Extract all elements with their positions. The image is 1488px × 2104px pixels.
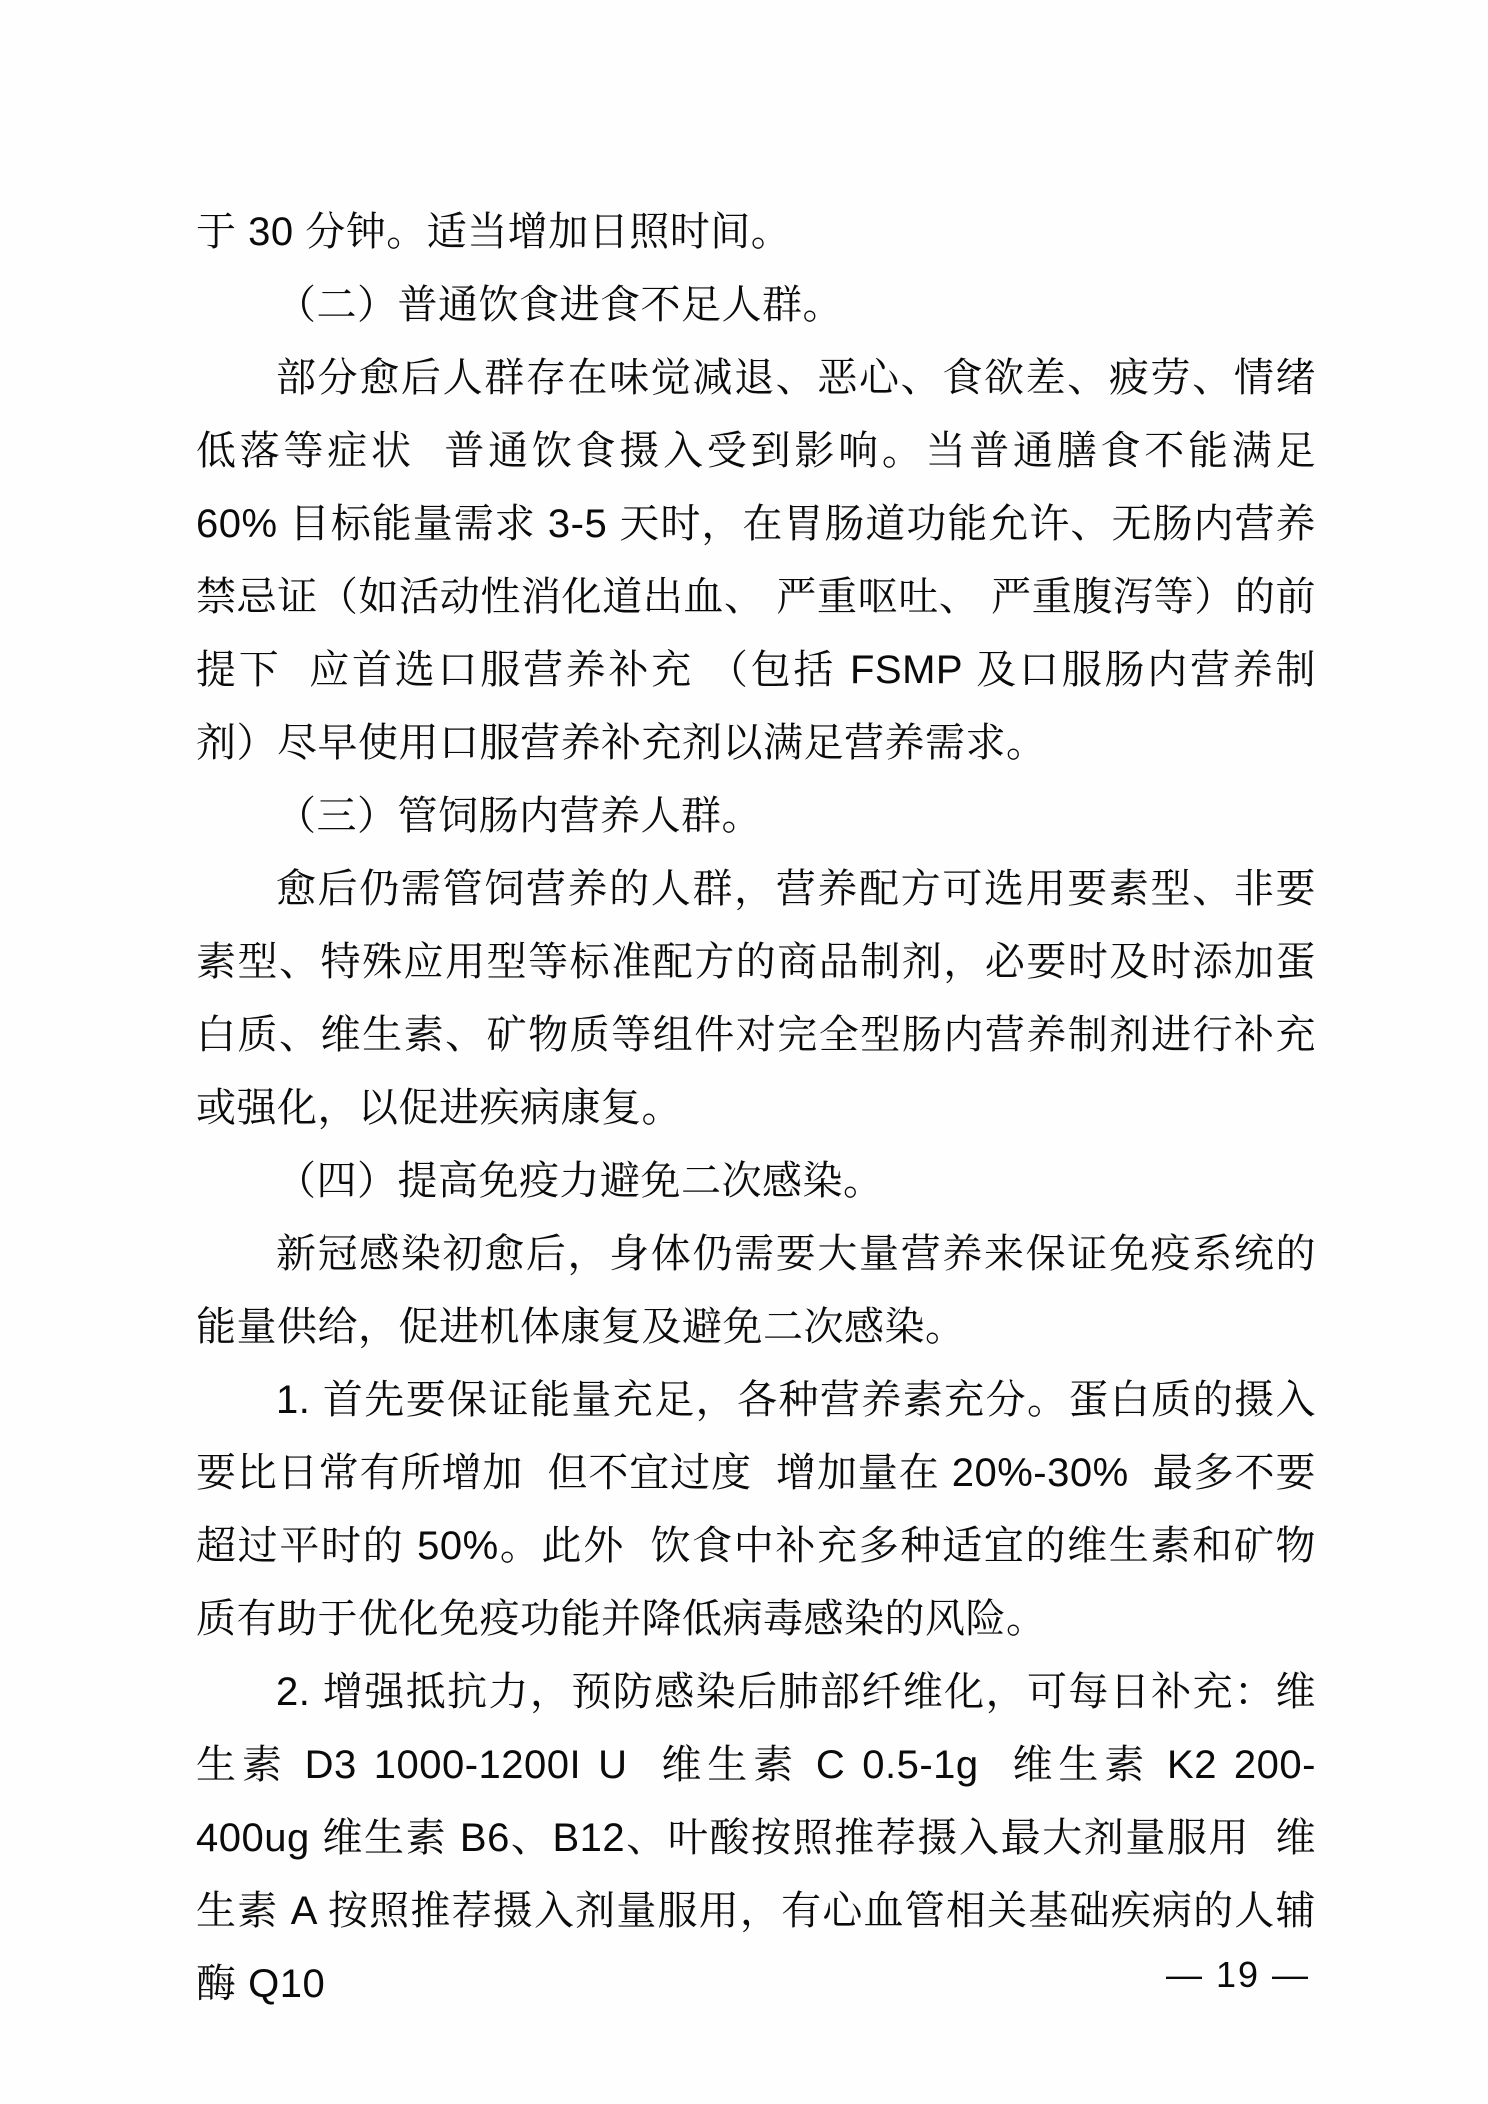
paragraph: 新冠感染初愈后，身体仍需要大量营养来保证免疫系统的能量供给，促进机体康复及避免二次感染。 <box>196 1232 1316 1349</box>
paragraph: 于 30 分钟。适当增加日照时间。 <box>196 210 792 254</box>
paragraph-list-item-2: 2. 增强抵抗力，预防感染后肺部纤维化，可每日补充：维生素 D3 1000-1200I U 维生素 C 0.5-1g 维生素 K2 200-400ug 维生素 B6、B12、叶酸按照推荐摄入最大剂量服用 维生素 A 按照推荐摄入剂量服用，有心血管相关基础疾病的人辅酶 Q10 <box>196 1670 1316 2006</box>
paragraph-section-heading-3: （三）管饲肠内营养人群。 <box>276 794 762 838</box>
paragraph-section-heading-4: （四）提高免疫力避免二次感染。 <box>276 1159 884 1203</box>
paragraph-list-item-1: 1. 首先要保证能量充足，各种营养素充分。蛋白质的摄入要比日常有所增加 但不宜过度 增加量在 20%-30% 最多不要超过平时的 50%。此外 饮食中补充多种适宜的维生素和矿物质有助于优化免疫功能并降低病毒感染的风险。 <box>196 1378 1316 1641</box>
paragraph: 部分愈后人群存在味觉减退、恶心、食欲差、疲劳、情绪低落等症状 普通饮食摄入受到影响。当普通膳食不能满足 60% 目标能量需求 3-5 天时，在胃肠道功能允许、无肠内营养禁忌证（如活动性消化道出血、 严重呕吐、 严重腹泻等）的前提下 应首选口服营养补充 （包括 FSMP 及口服肠内营养制剂）尽早使用口服营养补充剂以满足营养需求。 <box>196 356 1328 765</box>
paragraph: 愈后仍需管饲营养的人群，营养配方可选用要素型、非要素型、特殊应用型等标准配方的商品制剂，必要时及时添加蛋白质、维生素、矿物质等组件对完全型肠内营养制剂进行补充或强化，以促进疾病康复。 <box>196 867 1316 1130</box>
page-number: — 19 — <box>1165 1954 1310 1995</box>
paragraph-section-heading-2: （二）普通饮食进食不足人群。 <box>276 283 843 327</box>
page-body-text <box>196 196 1328 2021</box>
